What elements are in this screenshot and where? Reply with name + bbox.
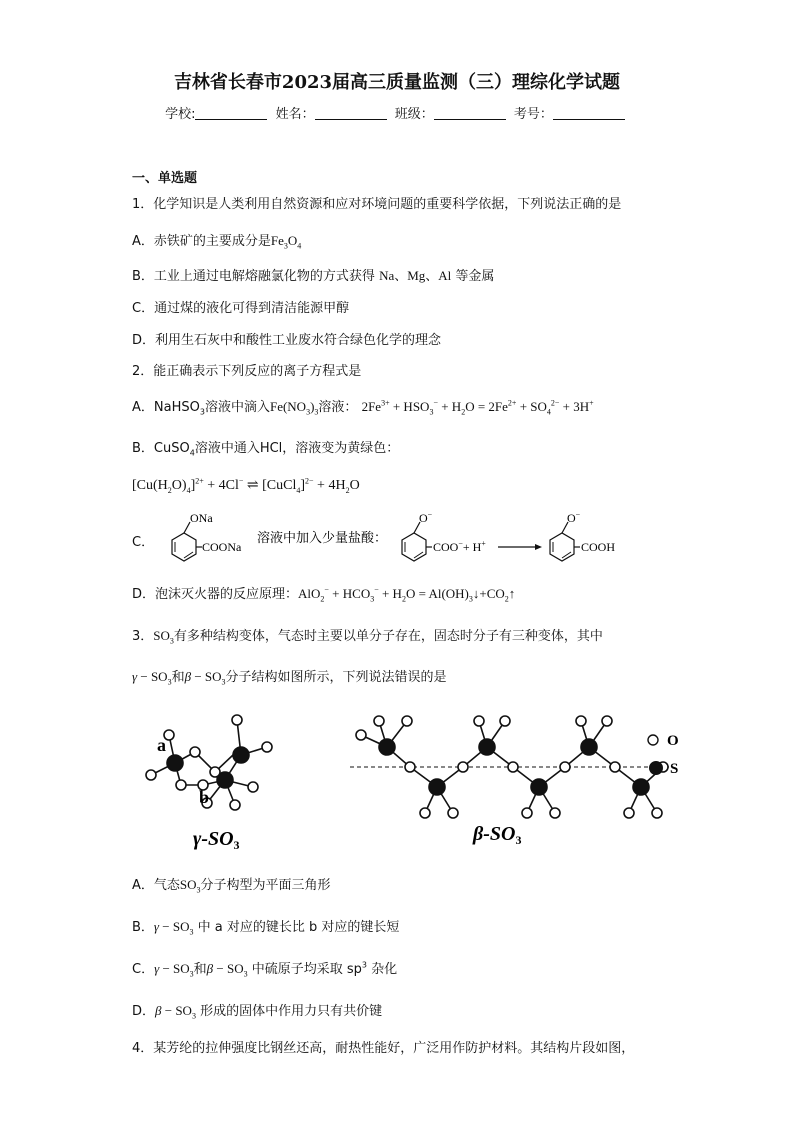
- beta-so3-chain: [350, 716, 673, 818]
- beta-so3-caption: $\beta-SO_3$: [473, 823, 522, 847]
- q2-option-d: D．泡沫灭火器的反应原理：$AlO_2^- + HCO_3^- + H_2O$ = $Al(OH)_3↓+CO_2↑$: [132, 585, 516, 604]
- q1-option-d: D．利用生石灰中和酸性工业废水符合绿色化学的理念: [132, 333, 442, 348]
- oxygen-legend-label: O: [667, 733, 679, 749]
- class-blank[interactable]: [434, 106, 506, 120]
- coo-minus-label: COO−+ H+: [433, 539, 486, 554]
- name-blank[interactable]: [315, 106, 387, 120]
- q3-option-a: A．气态$SO_3$分子构型为平面三角形: [132, 877, 331, 895]
- q2-option-c-structures: [150, 508, 670, 578]
- sodium-salicylate-structure: [172, 511, 242, 561]
- number-blank[interactable]: [553, 106, 625, 120]
- q4-stem: 4．某芳纶的拉伸强度比钢丝还高，耐热性能好，广泛用作防护材料。其结构片段如图，: [132, 1041, 635, 1056]
- q1-option-c: C．通过煤的液化可得到清洁能源甲醇: [132, 301, 350, 316]
- gamma-so3-caption: $\gamma-SO_3$: [193, 828, 240, 852]
- class-label: 班级：: [394, 107, 434, 122]
- cooh-label: COOH: [581, 540, 616, 554]
- q2-option-b: B．CuSO$_4$溶液中通入HCl，溶液变为黄绿色：: [132, 441, 400, 458]
- product-o-minus-label: O−: [567, 510, 581, 525]
- bond-a-label: a: [157, 735, 166, 755]
- q2-option-b-equation: $[Cu(H_2O)_4]^{2+} + 4Cl^-$ ⇌ [CuCl$_4$]$^{2-}$ + $4H_2O$: [132, 476, 360, 495]
- section-title: 一、单选题: [132, 171, 198, 186]
- q3-option-c: C．$\gamma - SO_3$和$\beta - SO_3$ 中硫原子均采取 $sp^3$ 杂化: [132, 960, 398, 979]
- sulfur-legend-marker: [649, 761, 663, 775]
- q1-option-a: A．赤铁矿的主要成分是$Fe_3O_4$: [132, 233, 302, 251]
- oxygen-legend-marker: [648, 735, 658, 745]
- page-title: 吉林省长春市2023届高三质量监测（三）理综化学试题: [173, 72, 621, 93]
- o-minus-label: O−: [419, 510, 433, 525]
- sulfur-legend-label: S: [670, 761, 679, 777]
- school-label: 学校:: [165, 107, 196, 122]
- student-info-line: [0, 103, 794, 122]
- salicylic-phenolate-structure: [550, 510, 615, 561]
- ona-label: ONa: [190, 511, 213, 525]
- q1-option-b: B．工业上通过电解熔融氯化物的方式获得 Na、Mg、Al 等金属: [132, 268, 495, 284]
- so3-structures-figure: [135, 705, 695, 855]
- q3-option-d: D．$\beta - SO_3$ 形成的固体中作用力只有共价键: [132, 1003, 383, 1021]
- q3-stem-line1: 3．$SO_3$有多种结构变体，气态时主要以单分子存在，固态时分子有三种变体，其中: [132, 628, 603, 646]
- salicylate-dianion-structure: [402, 510, 486, 561]
- q1-stem: 1．化学知识是人类利用自然资源和应对环境问题的重要科学依据，下列说法正确的是: [132, 197, 622, 212]
- name-label: 姓名：: [275, 107, 315, 122]
- coona-label: COONa: [202, 540, 242, 554]
- q2-option-a: A．NaHSO$_3$溶液中滴入$Fe(NO_3)_3$溶液： $2Fe^{3+} + HSO_3^- + H_2O = 2Fe^{2+} + SO_4^{2-} + 3H^+$: [132, 398, 594, 417]
- q2-option-c-middle-text: 溶液中加入少量盐酸：: [257, 531, 388, 546]
- q2-stem: 2．能正确表示下列反应的离子方程式是: [132, 364, 362, 379]
- q2-option-c-label: C．: [132, 535, 155, 550]
- number-label: 考号：: [513, 107, 553, 122]
- school-blank[interactable]: [195, 106, 267, 120]
- bond-b-label: b: [199, 787, 210, 807]
- q3-option-b: B．$\gamma - SO_3$ 中 a 对应的键长比 b 对应的键长短: [132, 919, 400, 937]
- q3-stem-line2: $\gamma - SO_3$和$\beta - SO_3$分子结构如图所示，下列说法错误的是: [132, 669, 447, 687]
